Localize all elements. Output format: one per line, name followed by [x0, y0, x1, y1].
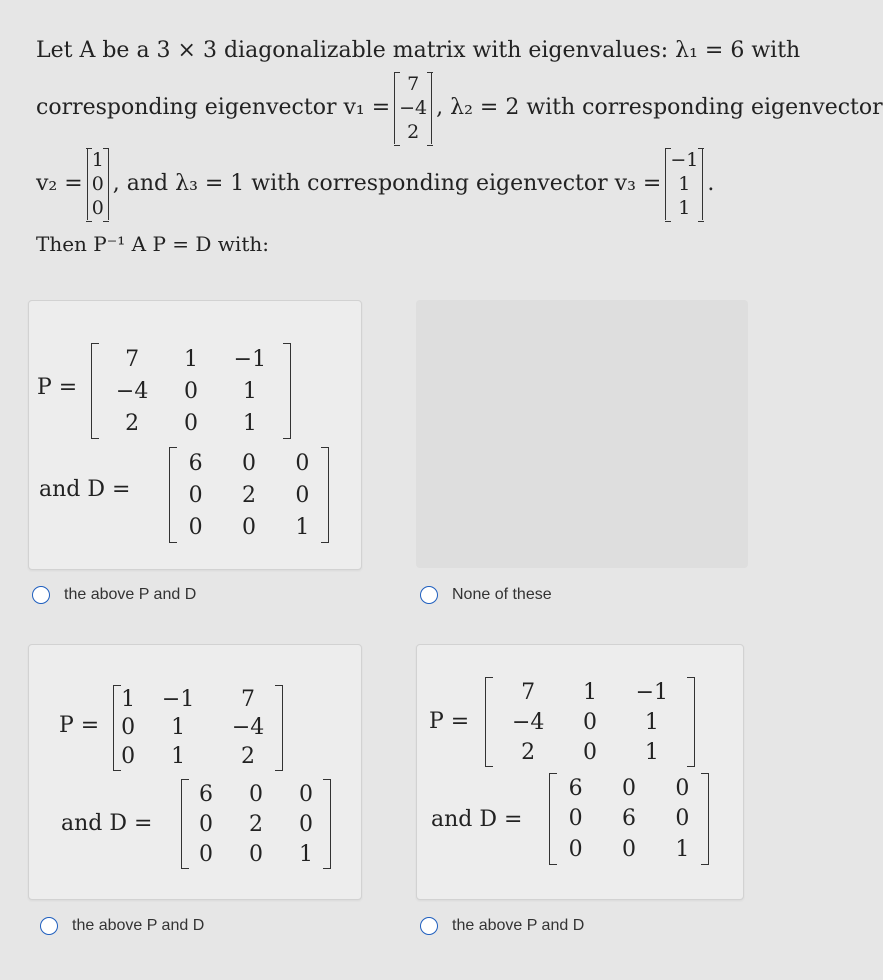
p-entry: −4 — [511, 709, 545, 735]
option-4-d-label: and D = — [431, 807, 523, 832]
question-line-3-middle: , and λ₃ = 1 with corresponding eigenvector v₃ = — [112, 171, 662, 196]
p-entry: 1 — [644, 709, 659, 735]
v1-entry: 7 — [407, 73, 420, 95]
p-entry: −1 — [635, 679, 669, 705]
eigenvector-v3 — [665, 148, 703, 220]
d-entry: 0 — [188, 482, 203, 508]
p-entry: 0 — [183, 378, 198, 404]
option-4-card[interactable] — [416, 644, 744, 900]
v2-entry: 1 — [91, 149, 104, 171]
d-entry: 0 — [675, 775, 690, 801]
option-3-p-label: P = — [59, 713, 100, 738]
d-entry: 0 — [299, 781, 313, 807]
option-2-card[interactable] — [416, 300, 748, 568]
p-entry: 7 — [521, 679, 536, 705]
p-entry: 1 — [582, 679, 597, 705]
option-2-label[interactable]: None of these — [452, 586, 552, 603]
d-entry: 2 — [241, 482, 256, 508]
p-entry: −1 — [233, 346, 267, 372]
p-entry: 1 — [242, 410, 257, 436]
question-line-3-start: v₂ = — [36, 171, 83, 196]
option-1-card[interactable] — [28, 300, 362, 570]
eigenvector-v2 — [87, 148, 109, 220]
p-entry: 2 — [521, 739, 536, 765]
d-entry: 0 — [621, 775, 636, 801]
v1-entry: −4 — [399, 97, 428, 119]
v2-entry: 0 — [91, 173, 104, 195]
p-entry: 7 — [125, 346, 140, 372]
option-4-label[interactable]: the above P and D — [452, 917, 585, 934]
p-entry: 1 — [644, 739, 659, 765]
question-line-2-start: corresponding eigenvector v₁ = — [36, 95, 391, 120]
d-entry: 0 — [241, 450, 256, 476]
p-entry: 1 — [121, 686, 136, 712]
question-line-1: Let A be a 3 × 3 diagonalizable matrix with eigenvalues: λ₁ = 6 with — [36, 38, 801, 63]
option-1-p-label: P = — [37, 375, 78, 400]
option-3-card[interactable] — [28, 644, 362, 900]
option-3-p-matrix — [113, 685, 283, 771]
d-entry: 0 — [188, 514, 203, 540]
question-line-3-end: . — [707, 171, 715, 196]
question-line-4: Then P⁻¹ A P = D with: — [36, 232, 269, 256]
option-2-radio[interactable] — [420, 586, 438, 604]
option-4-p-label: P = — [429, 709, 470, 734]
v1-entry: 2 — [407, 121, 420, 143]
p-entry: 0 — [121, 744, 136, 770]
option-3-label[interactable]: the above P and D — [72, 917, 205, 934]
d-entry: 1 — [675, 837, 690, 863]
option-3-radio-row[interactable] — [40, 917, 204, 935]
d-entry: 1 — [295, 514, 310, 540]
option-3-d-matrix — [181, 779, 331, 869]
question-line-2-end: , λ₂ = 2 with corresponding eigenvector — [436, 95, 883, 120]
p-entry: 1 — [171, 715, 186, 741]
option-1-d-matrix — [169, 447, 329, 543]
option-2-radio-row[interactable] — [420, 586, 552, 604]
option-3-d-label: and D = — [61, 811, 153, 836]
d-entry: 6 — [621, 806, 636, 832]
p-entry: 0 — [582, 709, 597, 735]
d-entry: 0 — [675, 806, 690, 832]
v3-entry: −1 — [670, 149, 699, 171]
d-entry: 0 — [241, 514, 256, 540]
d-entry: 0 — [621, 837, 636, 863]
d-entry: 1 — [299, 841, 313, 867]
d-entry: 0 — [295, 450, 310, 476]
d-entry: 0 — [568, 837, 583, 863]
question-line-3 — [36, 148, 714, 220]
p-entry: −4 — [115, 378, 149, 404]
p-entry: 1 — [171, 744, 186, 770]
d-entry: 6 — [188, 450, 203, 476]
p-entry: 2 — [241, 744, 256, 770]
p-entry: 1 — [242, 378, 257, 404]
v2-entry: 0 — [91, 197, 104, 219]
option-1-radio[interactable] — [32, 586, 50, 604]
d-entry: 0 — [299, 811, 313, 837]
v3-entry: 1 — [678, 173, 691, 195]
option-4-radio[interactable] — [420, 917, 438, 935]
d-entry: 0 — [295, 482, 310, 508]
d-entry: 0 — [199, 811, 213, 837]
option-1-label[interactable]: the above P and D — [64, 586, 197, 603]
d-entry: 0 — [199, 841, 213, 867]
d-entry: 2 — [249, 811, 263, 837]
p-entry: 2 — [125, 410, 140, 436]
d-entry: 0 — [568, 806, 583, 832]
eigenvector-v1 — [394, 72, 432, 144]
d-entry: 0 — [249, 781, 263, 807]
d-entry: 6 — [199, 781, 213, 807]
question-line-2 — [36, 72, 883, 144]
option-4-radio-row[interactable] — [420, 917, 584, 935]
d-entry: 0 — [249, 841, 263, 867]
v3-entry: 1 — [678, 197, 691, 219]
p-entry: 7 — [241, 686, 256, 712]
option-4-p-matrix — [485, 677, 695, 767]
option-1-radio-row[interactable] — [32, 586, 196, 604]
option-3-radio[interactable] — [40, 917, 58, 935]
p-entry: 0 — [582, 739, 597, 765]
option-4-d-matrix — [549, 773, 709, 865]
p-entry: 0 — [183, 410, 198, 436]
option-1-d-label: and D = — [39, 477, 131, 502]
option-1-p-matrix — [91, 343, 291, 439]
d-entry: 6 — [568, 775, 583, 801]
p-entry: −1 — [161, 686, 195, 712]
p-entry: −4 — [231, 715, 265, 741]
p-entry: 0 — [121, 715, 136, 741]
p-entry: 1 — [183, 346, 198, 372]
